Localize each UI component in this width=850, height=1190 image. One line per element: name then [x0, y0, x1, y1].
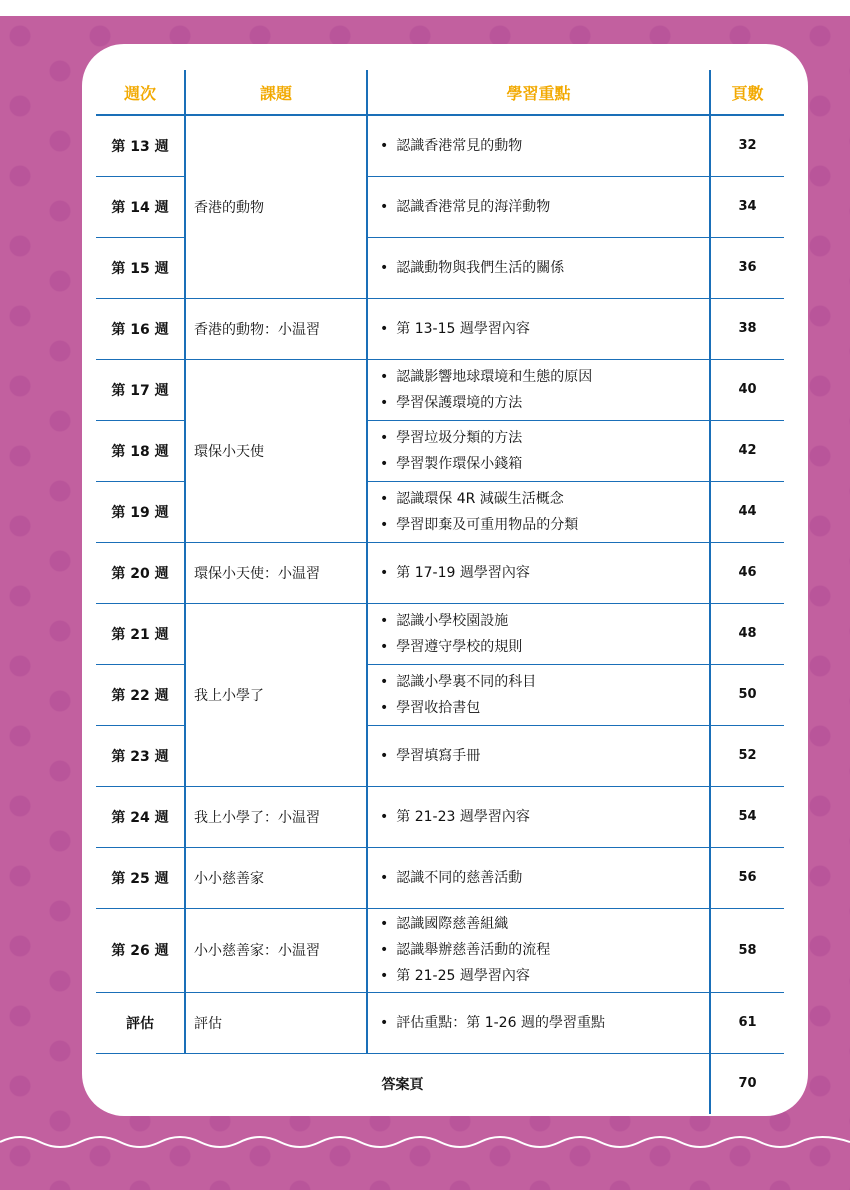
focus-cell — [367, 359, 710, 420]
header-page: 頁數 — [710, 70, 784, 115]
week-cell: 第 13 週 — [96, 115, 185, 176]
page-cell: 48 — [710, 603, 784, 664]
week-cell: 第 25 週 — [96, 847, 185, 908]
focus-cell — [367, 481, 710, 542]
focus-item: • 第 13-15 週學習內容 — [380, 316, 708, 342]
focus-item: • 認識小學校園設施 — [380, 608, 708, 634]
page-cell: 42 — [710, 420, 784, 481]
focus-item: • 學習填寫手冊 — [380, 743, 708, 769]
table-row — [96, 542, 784, 603]
focus-item: • 第 17-19 週學習內容 — [380, 560, 708, 586]
page-cell: 58 — [710, 908, 784, 992]
focus-item: • 學習收拾書包 — [380, 695, 708, 721]
wave-decoration — [0, 1130, 850, 1150]
header-topic: 課題 — [185, 70, 367, 115]
focus-item: • 學習垃圾分類的方法 — [380, 425, 708, 451]
focus-item: • 學習遵守學校的規則 — [380, 634, 708, 660]
topic-cell: 環保小天使 — [185, 359, 367, 542]
week-cell: 第 20 週 — [96, 542, 185, 603]
table-row — [96, 908, 784, 992]
page-cell: 61 — [710, 992, 784, 1053]
focus-item: • 認識影響地球環境和生態的原因 — [380, 364, 708, 390]
topic-cell: 小小慈善家 — [185, 847, 367, 908]
page-cell: 34 — [710, 176, 784, 237]
focus-item: • 認識香港常見的海洋動物 — [380, 194, 708, 220]
page-cell: 36 — [710, 237, 784, 298]
page-cell: 50 — [710, 664, 784, 725]
topic-cell: 我上小學了：小温習 — [185, 786, 367, 847]
focus-cell — [367, 847, 710, 908]
topic-cell: 環保小天使：小温習 — [185, 542, 367, 603]
focus-cell — [367, 992, 710, 1053]
focus-cell — [367, 420, 710, 481]
focus-cell — [367, 176, 710, 237]
focus-cell — [367, 786, 710, 847]
table-of-contents — [96, 70, 784, 1114]
week-cell: 第 21 週 — [96, 603, 185, 664]
week-cell: 第 15 週 — [96, 237, 185, 298]
focus-item: • 認識國際慈善組織 — [380, 911, 708, 937]
focus-cell — [367, 237, 710, 298]
week-cell: 第 19 週 — [96, 481, 185, 542]
focus-cell — [367, 908, 710, 992]
focus-item: • 學習保護環境的方法 — [380, 390, 708, 416]
page-cell: 32 — [710, 115, 784, 176]
page-cell: 46 — [710, 542, 784, 603]
header-focus: 學習重點 — [367, 70, 710, 115]
week-cell: 評估 — [96, 992, 185, 1053]
focus-item: • 學習即棄及可重用物品的分類 — [380, 512, 708, 538]
topic-cell: 香港的動物 — [185, 115, 367, 298]
answer-page: 70 — [710, 1053, 784, 1114]
focus-item: • 認識動物與我們生活的關係 — [380, 255, 708, 281]
focus-item: • 認識小學裏不同的科目 — [380, 669, 708, 695]
focus-item: • 評估重點：第 1-26 週的學習重點 — [380, 1010, 708, 1036]
week-cell: 第 16 週 — [96, 298, 185, 359]
header-week: 週次 — [96, 70, 185, 115]
table-row — [96, 786, 784, 847]
topic-cell: 香港的動物：小温習 — [185, 298, 367, 359]
week-cell: 第 17 週 — [96, 359, 185, 420]
focus-cell — [367, 115, 710, 176]
focus-cell — [367, 542, 710, 603]
header-row — [96, 70, 784, 115]
page-cell: 54 — [710, 786, 784, 847]
focus-item: • 認識香港常見的動物 — [380, 133, 708, 159]
week-cell: 第 18 週 — [96, 420, 185, 481]
page-cell: 38 — [710, 298, 784, 359]
focus-item: • 學習製作環保小錢箱 — [380, 451, 708, 477]
topic-cell: 我上小學了 — [185, 603, 367, 786]
table-row — [96, 992, 784, 1053]
table-row — [96, 298, 784, 359]
week-cell: 第 26 週 — [96, 908, 185, 992]
toc-body — [96, 115, 784, 1114]
answer-row — [96, 1053, 784, 1114]
focus-cell — [367, 298, 710, 359]
focus-cell — [367, 725, 710, 786]
page-cell: 52 — [710, 725, 784, 786]
topic-cell: 評估 — [185, 992, 367, 1053]
focus-item: • 第 21-23 週學習內容 — [380, 804, 708, 830]
focus-item: • 認識環保 4R 減碳生活概念 — [380, 486, 708, 512]
week-cell: 第 24 週 — [96, 786, 185, 847]
table-row — [96, 115, 784, 176]
table-row — [96, 359, 784, 420]
week-cell: 第 22 週 — [96, 664, 185, 725]
focus-item: • 認識舉辦慈善活動的流程 — [380, 937, 708, 963]
page-cell: 40 — [710, 359, 784, 420]
focus-item: • 認識不同的慈善活動 — [380, 865, 708, 891]
page-cell: 56 — [710, 847, 784, 908]
table-row — [96, 847, 784, 908]
answer-label: 答案頁 — [381, 1076, 424, 1093]
topic-cell: 小小慈善家：小温習 — [185, 908, 367, 992]
week-cell: 第 23 週 — [96, 725, 185, 786]
week-cell: 第 14 週 — [96, 176, 185, 237]
focus-item: • 第 21-25 週學習內容 — [380, 963, 708, 989]
page-cell: 44 — [710, 481, 784, 542]
table-row — [96, 603, 784, 664]
focus-cell — [367, 603, 710, 664]
focus-cell — [367, 664, 710, 725]
